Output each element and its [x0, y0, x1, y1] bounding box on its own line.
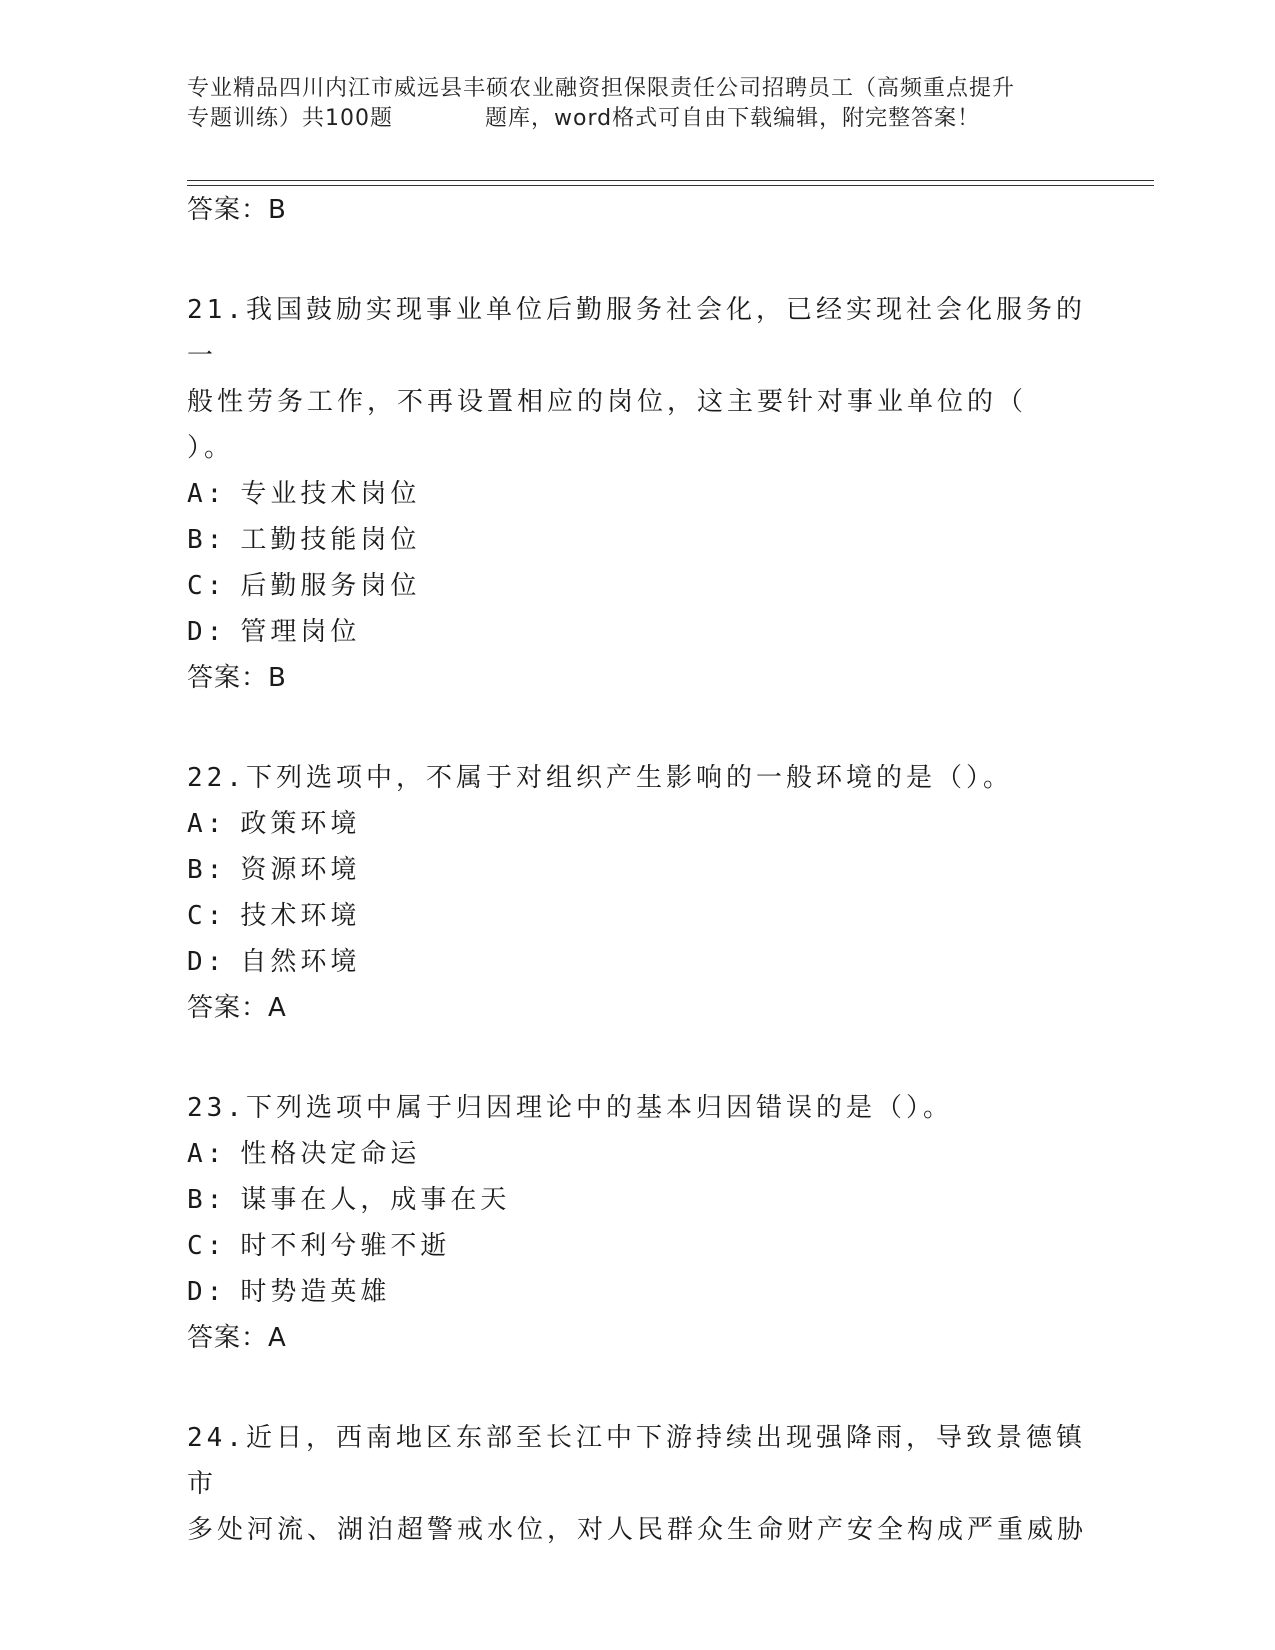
answer-line: 答案：A — [187, 1323, 287, 1353]
header-divider-top — [187, 180, 1154, 181]
header-divider-bottom — [187, 185, 1154, 186]
option-label: A: — [187, 1139, 227, 1169]
option-text: 时不利兮骓不逝 — [240, 1231, 451, 1261]
answer-line: 答案：A — [187, 993, 287, 1023]
question-text-line: ）。 — [187, 433, 235, 463]
option-c — [187, 893, 1087, 939]
question-text-line: 22.下列选项中，不属于对组织产生影响的一般环境的是（）。 — [187, 763, 1013, 793]
question-text-line: 般性劳务工作，不再设置相应的岗位，这主要针对事业单位的（ — [187, 387, 1028, 417]
option-label: D: — [187, 617, 227, 647]
header-line-2b: 题库，word格式可自由下载编辑，附完整答案！ — [485, 106, 981, 131]
option-text: 政策环境 — [240, 809, 361, 839]
option-b — [187, 847, 1087, 893]
option-label: B: — [187, 525, 227, 555]
page-header — [187, 74, 1087, 134]
option-label: B: — [187, 1185, 227, 1215]
option-text: 资源环境 — [240, 855, 361, 885]
question-block — [187, 755, 1087, 1031]
question-text-line: 23.下列选项中属于归因理论中的基本归因错误的是（）。 — [187, 1093, 953, 1123]
question-block — [187, 1415, 1087, 1553]
option-d — [187, 609, 1087, 655]
question-text-line: 多处河流、湖泊超警戒水位，对人民群众生命财产安全构成严重威胁 — [187, 1515, 1088, 1545]
question-block — [187, 1085, 1087, 1361]
option-text: 管理岗位 — [240, 617, 361, 647]
option-text: 工勤技能岗位 — [240, 525, 421, 555]
option-text: 专业技术岗位 — [240, 479, 421, 509]
option-text: 谋事在人，成事在天 — [240, 1185, 511, 1215]
option-d — [187, 939, 1087, 985]
option-label: C: — [187, 1231, 227, 1261]
option-b — [187, 517, 1087, 563]
option-a — [187, 801, 1087, 847]
option-label: D: — [187, 947, 227, 977]
header-line-1: 专业精品四川内江市威远县丰硕农业融资担保限责任公司招聘员工（高频重点提升 — [187, 76, 1016, 101]
answer-line: 答案：B — [187, 663, 287, 693]
option-a — [187, 1131, 1087, 1177]
option-text: 技术环境 — [240, 901, 361, 931]
document-body — [187, 187, 1087, 1553]
question-text-line: 24.近日，西南地区东部至长江中下游持续出现强降雨，导致景德镇市 — [187, 1423, 1086, 1499]
option-label: A: — [187, 479, 227, 509]
option-label: C: — [187, 571, 227, 601]
option-text: 自然环境 — [240, 947, 361, 977]
option-text: 时势造英雄 — [240, 1277, 391, 1307]
option-a — [187, 471, 1087, 517]
question-text-line: 21.我国鼓励实现事业单位后勤服务社会化，已经实现社会化服务的一 — [187, 295, 1086, 371]
option-label: C: — [187, 901, 227, 931]
option-b — [187, 1177, 1087, 1223]
header-line-2a: 专题训练）共100题 — [187, 106, 393, 131]
option-text: 性格决定命运 — [240, 1139, 421, 1169]
option-label: B: — [187, 855, 227, 885]
option-label: D: — [187, 1277, 227, 1307]
question-block — [187, 287, 1087, 701]
answer-line: 答案：B — [187, 195, 287, 225]
option-d — [187, 1269, 1087, 1315]
option-label: A: — [187, 809, 227, 839]
option-c — [187, 1223, 1087, 1269]
header-line-2 — [187, 104, 1087, 134]
option-text: 后勤服务岗位 — [240, 571, 421, 601]
option-c — [187, 563, 1087, 609]
